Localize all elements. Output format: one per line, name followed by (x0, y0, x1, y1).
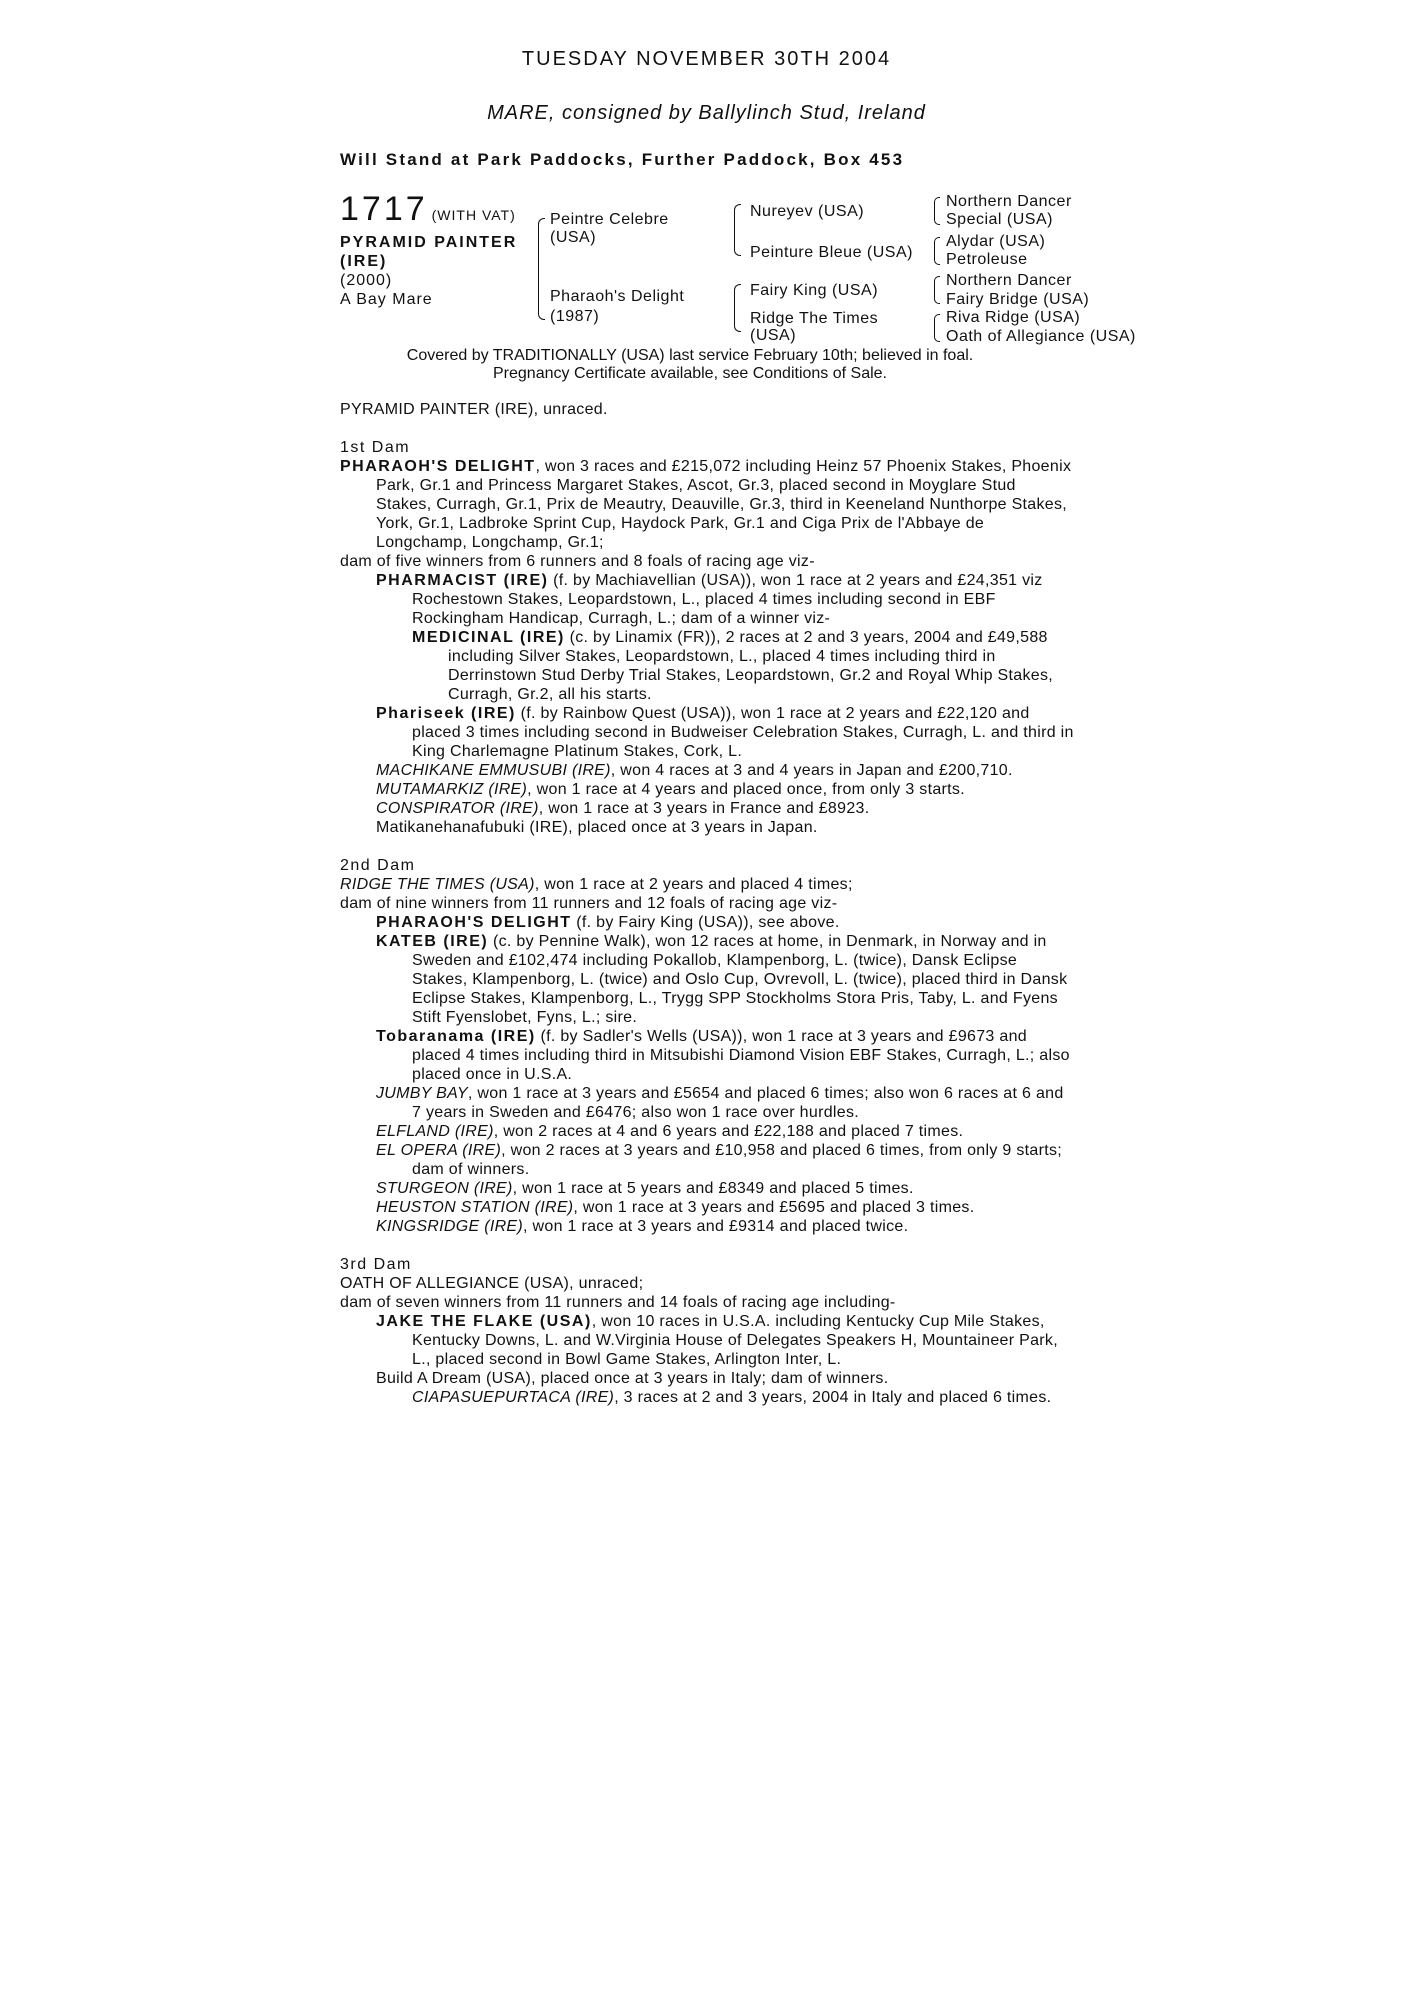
pedigree-sire: Peintre Celebre (550, 211, 669, 228)
produce-entry (340, 1179, 1075, 1198)
dam1-text: , won 3 races and £215,072 including Heinz 57 Phoenix Stakes, Phoenix Park, Gr.1 and Princess Margaret Stakes, Ascot, Gr.3, placed second in Moyglare Stud Stakes, Curragh, Gr.1, Prix de Meautry, Deauville, Gr.3, third in Keeneland Nunthorpe Stakes, York, Gr.1, Ladbroke Sprint Cup, Haydock Park, Gr.1 and Ciga Prix de l'Abbaye de Longchamp, Longchamp, Gr.1; (376, 458, 1072, 551)
produce-entry: Build A Dream (USA), placed once at 3 years in Italy; dam of winners. (376, 1370, 889, 1387)
produce-entry (340, 1388, 1075, 1407)
pregnancy-note: Pregnancy Certificate available, see Conditions of Sale. (493, 365, 887, 382)
lot-number-block (340, 190, 516, 229)
unraced-line: PYRAMID PAINTER (IRE), unraced. (340, 401, 608, 418)
produce-name: Tobaranama (IRE) (376, 1028, 536, 1045)
horse-name-line1: PYRAMID PAINTER (340, 234, 518, 251)
produce-entry (340, 799, 1075, 818)
produce-text: (c. by Pennine Walk), won 12 races at home, in Denmark, in Norway and in Sweden and £102,474 including Pokallob, Klampenborg, L. (twice), Dansk Eclipse Stakes, Klampenborg, L. (twice) and Oslo Cup, Ovrevoll, L. (twice), placed third in Dansk Eclipse Stakes, Klampenborg, L., Trygg SPP Stockholms Stora Pris, Taby, L. and Fyens Stift Fyenslobet, Fyns, L.; sire. (412, 933, 1068, 1026)
produce-text: , won 1 race at 3 years and £9314 and placed twice. (523, 1218, 909, 1235)
produce-name: JAKE THE FLAKE (USA) (376, 1313, 592, 1330)
pedigree-brace-ds (934, 276, 940, 304)
dam1-record (340, 457, 1075, 552)
pedigree-dsd: Fairy Bridge (USA) (946, 291, 1090, 308)
pedigree-sds: Alydar (USA) (946, 233, 1046, 250)
produce-text: , won 1 race at 3 years and £5654 and placed 6 times; also won 6 races at 6 and 7 years in Sweden and £6476; also won 1 race over hurdles. (412, 1085, 1064, 1121)
produce-entry (340, 932, 1075, 1027)
pedigree-sire-dam: Peinture Bleue (USA) (750, 244, 913, 261)
dam1-produce: dam of five winners from 6 runners and 8 foals of racing age viz- (340, 553, 815, 570)
pedigree-brace-dam (734, 284, 741, 332)
dam2-produce: dam of nine winners from 11 runners and 12 foals of racing age viz- (340, 895, 838, 912)
vat-note: (WITH VAT) (431, 207, 516, 223)
dam3-record: OATH OF ALLEGIANCE (USA), unraced; (340, 1275, 644, 1292)
produce-text: , won 10 races in U.S.A. including Kentucky Cup Mile Stakes, Kentucky Downs, L. and W.Virginia House of Delegates Speakers H, Mountaineer Park, L., placed second in Bowl Game Stakes, Arlington Inter, L. (412, 1313, 1058, 1368)
pedigree-brace-dd (934, 314, 940, 342)
produce-entry (340, 628, 1075, 704)
pedigree-sire-sire: Nureyev (USA) (750, 203, 865, 220)
pedigree-dam: Pharaoh's Delight (550, 288, 685, 305)
lot-number: 1717 (340, 190, 428, 228)
covered-note: Covered by TRADITIONALLY (USA) last service February 10th; believed in foal. (406, 347, 974, 364)
pedigree-brace-sire (734, 204, 741, 256)
pedigree-dss: Northern Dancer (946, 272, 1072, 289)
pedigree-sss: Northern Dancer (946, 193, 1072, 210)
stand-location: Will Stand at Park Paddocks, Further Paddock, Box 453 (340, 150, 905, 169)
produce-entry (340, 1198, 1075, 1217)
produce-entry (340, 1312, 1075, 1369)
horse-description: A Bay Mare (340, 291, 433, 308)
dam2-name: RIDGE THE TIMES (USA) (340, 876, 535, 893)
produce-name: PHARMACIST (IRE) (376, 572, 549, 589)
produce-name: MEDICINAL (IRE) (412, 629, 565, 646)
produce-name: HEUSTON STATION (IRE) (376, 1199, 574, 1216)
produce-text: (f. by Rainbow Quest (USA)), won 1 race at 2 years and £22,120 and placed 3 times including second in Budweiser Celebration Stakes, Curragh, L. and third in King Charlemagne Platinum Stakes, Cork, L. (412, 705, 1074, 760)
produce-text: (f. by Machiavellian (USA)), won 1 race at 2 years and £24,351 viz Rochestown Stakes, Leopardstown, L., placed 4 times including second in EBF Rockingham Handicap, Curragh, L.; dam of a winner viz- (412, 572, 1043, 627)
pedigree-brace-main (538, 218, 545, 320)
dam2-text: , won 1 race at 2 years and placed 4 times; (534, 876, 853, 893)
produce-entry (340, 1217, 1075, 1236)
produce-entry (340, 1141, 1075, 1179)
produce-name: CONSPIRATOR (IRE) (376, 800, 539, 817)
produce-text: , won 4 races at 3 and 4 years in Japan and £200,710. (610, 762, 1013, 779)
produce-text: , won 2 races at 4 and 6 years and £22,188 and placed 7 times. (493, 1123, 964, 1140)
produce-text: (f. by Sadler's Wells (USA)), won 1 race at 3 years and £9673 and placed 4 times including third in Mitsubishi Diamond Vision EBF Stakes, Curragh, L.; also placed once in U.S.A. (412, 1028, 1070, 1083)
produce-entry (340, 1122, 1075, 1141)
sale-date: TUESDAY NOVEMBER 30TH 2004 (521, 48, 892, 70)
horse-year: (2000) (340, 272, 393, 289)
consignor-line: MARE, consigned by Ballylinch Stud, Ireland (487, 102, 926, 124)
produce-entry: Matikanehanafubuki (IRE), placed once at 3 years in Japan. (376, 819, 818, 836)
dam3-produce: dam of seven winners from 11 runners and 14 foals of racing age including- (340, 1294, 896, 1311)
produce-name: EL OPERA (IRE) (376, 1142, 502, 1159)
produce-name: MUTAMARKIZ (IRE) (376, 781, 528, 798)
catalogue-body (340, 400, 1075, 1407)
pedigree-ssd: Special (USA) (946, 211, 1053, 228)
produce-entry (340, 780, 1075, 799)
produce-text: , won 1 race at 4 years and placed once, from only 3 starts. (527, 781, 965, 798)
produce-text: , won 1 race at 5 years and £8349 and placed 5 times. (512, 1180, 914, 1197)
produce-text: , 3 races at 2 and 3 years, 2004 in Italy and placed 6 times. (614, 1389, 1052, 1406)
horse-name-line2: (IRE) (340, 253, 388, 270)
produce-name: KATEB (IRE) (376, 933, 489, 950)
produce-text: (c. by Linamix (FR)), 2 races at 2 and 3 years, 2004 and £49,588 including Silver Stakes, Leopardstown, L., placed 4 times including third in Derrinstown Stud Derby Trial Stakes, Leopardstown, Gr.2 and Royal Whip Stakes, Curragh, Gr.2, all his starts. (448, 629, 1054, 703)
produce-name: KINGSRIDGE (IRE) (376, 1218, 524, 1235)
produce-name: Phariseek (IRE) (376, 705, 516, 722)
produce-entry (340, 1027, 1075, 1084)
dam1-name: PHARAOH'S DELIGHT (340, 458, 536, 475)
dam3-heading: 3rd Dam (340, 1256, 412, 1273)
dam2-record (340, 875, 1075, 894)
produce-name: MACHIKANE EMMUSUBI (IRE) (376, 762, 611, 779)
produce-name: ELFLAND (IRE) (376, 1123, 494, 1140)
pedigree-sire-country: (USA) (550, 229, 597, 246)
pedigree-sdd: Petroleuse (946, 251, 1028, 268)
produce-text: (f. by Fairy King (USA)), see above. (571, 914, 840, 931)
pedigree-dam-dam-line1: Ridge The Times (750, 310, 879, 327)
pedigree-dds: Riva Ridge (USA) (946, 309, 1081, 326)
produce-name: STURGEON (IRE) (376, 1180, 513, 1197)
pedigree-brace-ss (934, 197, 940, 225)
pedigree-dam-year: (1987) (550, 308, 600, 325)
produce-text: , won 2 races at 3 years and £10,958 and placed 6 times, from only 9 starts; dam of winners. (412, 1142, 1062, 1178)
pedigree-brace-sd (934, 237, 940, 265)
produce-text: , won 1 race at 3 years and £5695 and placed 3 times. (573, 1199, 975, 1216)
produce-entry (340, 1084, 1075, 1122)
produce-entry (340, 571, 1075, 628)
produce-text: , won 1 race at 3 years in France and £8923. (538, 800, 870, 817)
produce-entry (340, 913, 1075, 932)
produce-name: JUMBY BAY (376, 1085, 468, 1102)
produce-name: PHARAOH'S DELIGHT (376, 914, 572, 931)
pedigree-ddd: Oath of Allegiance (USA) (946, 328, 1136, 345)
produce-entry (340, 704, 1075, 761)
produce-entry (340, 761, 1075, 780)
pedigree-dam-dam-line2: (USA) (750, 327, 797, 344)
pedigree-dam-sire: Fairy King (USA) (750, 282, 879, 299)
dam1-heading: 1st Dam (340, 439, 411, 456)
dam2-heading: 2nd Dam (340, 857, 416, 874)
produce-name: CIAPASUEPURTACA (IRE) (412, 1389, 615, 1406)
